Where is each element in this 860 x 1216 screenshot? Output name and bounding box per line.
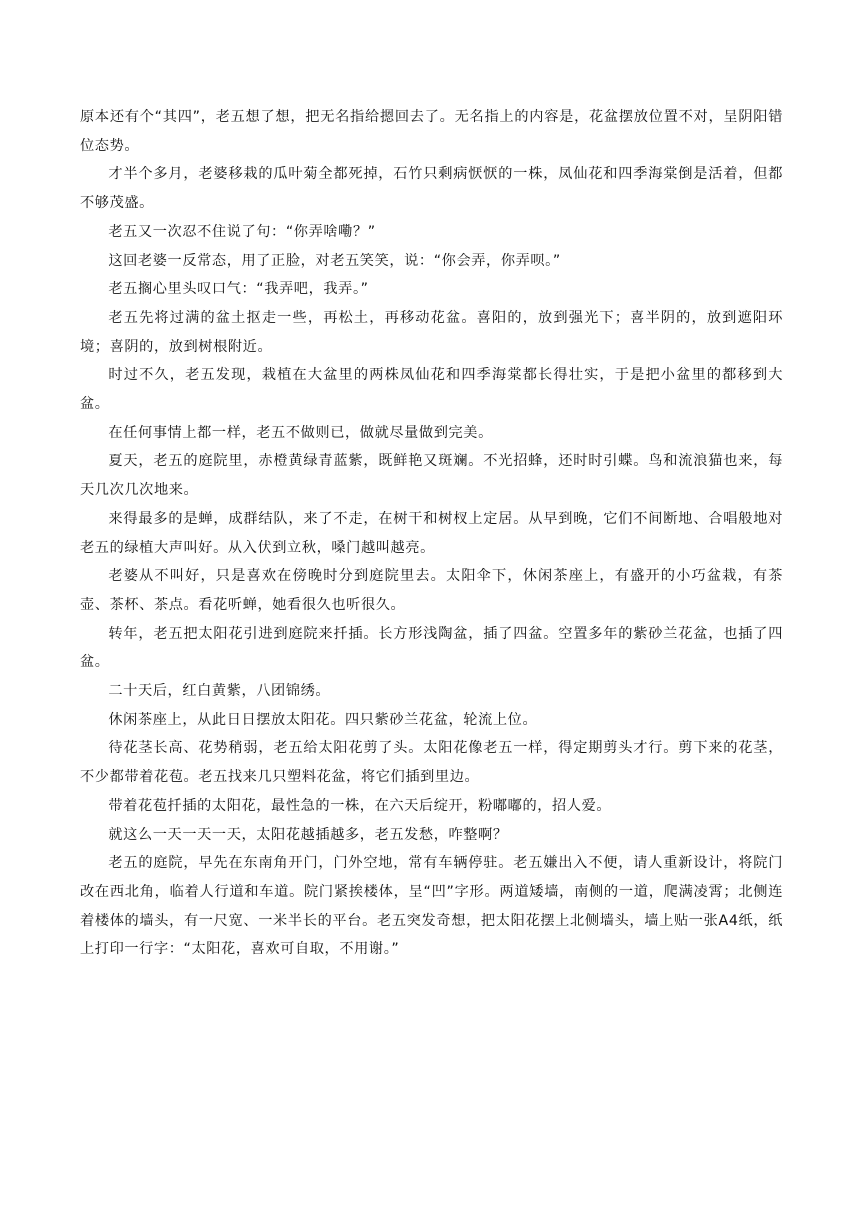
paragraph: 带着花苞扦插的太阳花，最性急的一株，在六天后绽开，粉嘟嘟的，招人爱。 [108, 797, 612, 814]
paragraph: 时过不久，老五发现，栽植在大盆里的两株凤仙花和四季海棠都长得壮实，于是把小盆里的都移到大盆。 [80, 367, 783, 413]
paragraph: 老五又一次忍不住说了句：“你弄啥嘞？” [108, 223, 376, 240]
paragraph: 来得最多的是蝉，成群结队，来了不走，在树干和树杈上定居。从早到晚，它们不间断地、合唱般地对老五的绿植大声叫好。从入伏到立秋，嗓门越叫越亮。 [80, 510, 783, 556]
paragraph: 老五搁心里头叹口气：“我弄吧，我弄。” [108, 281, 369, 298]
paragraph: 老五的庭院，早先在东南角开门，门外空地，常有车辆停驻。老五嫌出入不便，请人重新设计，将院门改在西北角，临着人行道和车道。院门紧挨楼体，呈“凹”字形。两道矮墙，南侧的一道，爬满凌霄；北侧连着楼体的墙头，有一尺宽、一米半长的平台。老五突发奇想，把太阳花摆上北侧墙头，墙上贴一张A4纸，纸上打印一行字：“太阳花，喜欢可自取，不用谢。” [80, 855, 783, 958]
paragraph: 老婆从不叫好，只是喜欢在傍晚时分到庭院里去。太阳伞下，休闲茶座上，有盛开的小巧盆栽，有茶壶、茶杯、茶点。看花听蝉，她看很久也听很久。 [80, 568, 783, 613]
paragraph: 老五先将过满的盆土抠走一些，再松土，再移动花盆。喜阳的，放到强光下；喜半阴的，放到遮阳环境；喜阴的，放到树根附近。 [80, 309, 783, 355]
paragraph: 这回老婆一反常态，用了正脸，对老五笑笑，说：“你会弄，你弄呗。” [108, 252, 561, 269]
paragraph: 就这么一天一天一天，太阳花越插越多，老五发愁，咋整啊？ [108, 826, 508, 843]
paragraph: 在任何事情上都一样，老五不做则已，做就尽量做到完美。 [108, 424, 493, 441]
paragraph: 二十天后，红白黄紫，八团锦绣。 [108, 683, 331, 700]
paragraph: 才半个多月，老婆移栽的瓜叶菊全都死掉，石竹只剩病恹恹的一株，凤仙花和四季海棠倒是活着，但都不够茂盛。 [80, 166, 783, 212]
document-body [80, 103, 783, 964]
paragraph: 休闲茶座上，从此日日摆放太阳花。四只紫砂兰花盆，轮流上位。 [108, 711, 538, 728]
paragraph: 夏天，老五的庭院里，赤橙黄绿青蓝紫，既鲜艳又斑斓。不光招蜂，还时时引蝶。鸟和流浪猫也来，每天几次几次地来。 [80, 453, 783, 499]
paragraph: 转年，老五把太阳花引进到庭院来扦插。长方形浅陶盆，插了四盆。空置多年的紫砂兰花盆，也插了四盆。 [80, 625, 783, 671]
paragraph: 待花茎长高、花势稍弱，老五给太阳花剪了头。太阳花像老五一样，得定期剪头才行。剪下来的花茎，不少都带着花苞。老五找来几只塑料花盆，将它们插到里边。 [80, 740, 783, 786]
paragraph: 原本还有个“其四”，老五想了想，把无名指给摁回去了。无名指上的内容是，花盆摆放位置不对，呈阴阳错位态势。 [80, 109, 783, 154]
